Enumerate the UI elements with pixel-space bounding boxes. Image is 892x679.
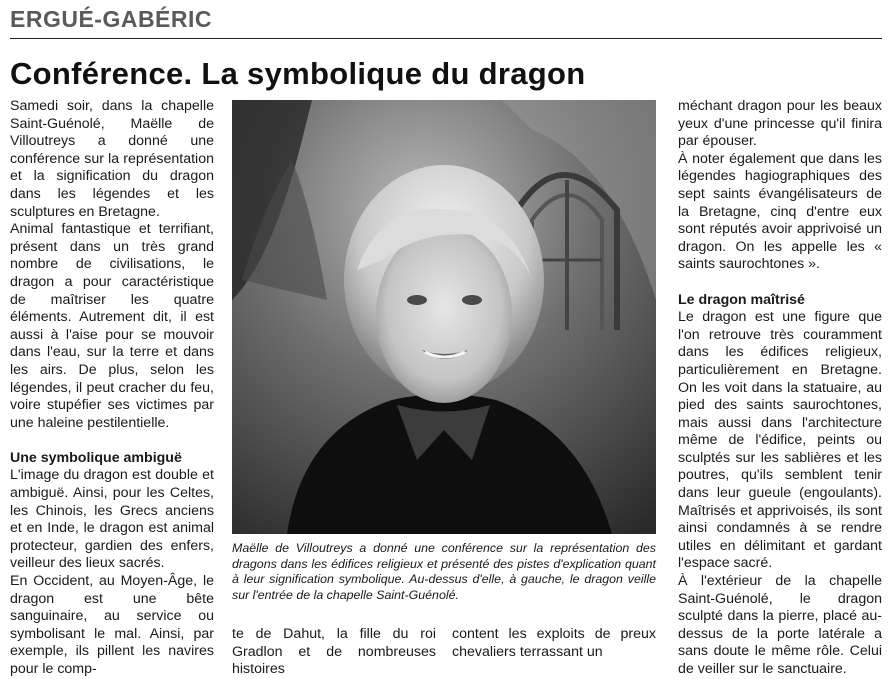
article-headline: Conférence. La symbolique du dragon [10,56,586,91]
section-rule [10,38,882,39]
paragraph: En Occident, au Moyen-Âge, le dragon est une bête sanguinaire, au service ou symbolisant le mal. Ainsi, par exemple, ils pillent les navires pour le comp- [10,573,214,677]
subheading: Le dragon maîtrisé [678,291,805,308]
paragraph: Samedi soir, dans la chapelle Saint-Guénolé, Maëlle de Villoutreys a donné une conférence sur la représentation et la signification du dragon dans les légendes et les sculptures en Bretagne. [10,98,214,220]
column-3 [452,626,656,661]
spacer [10,432,214,450]
section-label: ERGUÉ-GABÉRIC [10,6,213,32]
column-4 [678,98,882,679]
paragraph: content les exploits de preux chevaliers terrassant un [452,626,656,660]
paragraph: méchant dragon pour les beaux yeux d'une princesse qu'il finira par épouser. [678,98,882,150]
photo-caption: Maëlle de Villoutreys a donné une conférence sur la représentation des dragons dans les édifices religieux et présenté des pistes d'explication quant à leur signification symbolique. Au-dessus d'elle, à gauche, le dragon veille sur l'entrée de la chapelle Saint-Guénolé. [232,541,656,602]
paragraph: À l'extérieur de la chapelle Saint-Guénolé, le dragon sculpté dans la pierre, placé au-dessus de la porte latérale a sans doute le même rôle. Celui de veiller sur le sanctuaire. [678,573,882,677]
portrait-photo [232,100,656,534]
paragraph: Le dragon est une figure que l'on retrouve très couramment dans les édifices religieux, particulièrement en Bretagne. On les voit dans la statuaire, au pied des saints saurochtones, mais aussi dans l'architecture même de l'édifice, peints ou sculptés sur les sablières et les poutres, qu'ils semblent tenir dans leur gueule (engoulants). Maîtrisés et apprivoisés, ils sont ainsi condamnés à se rendre utiles en délimitant et gardant l'espace sacré. [678,309,882,572]
paragraph: À noter également que dans les légendes hagiographiques des sept saints évangélisateurs de la Bretagne, cinq d'entre eux sont réputés avoir apprivoisé un dragon. On les appelle les « saints saurochtones ». [678,150,882,273]
paragraph: L'image du dragon est double et ambiguë. Ainsi, pour les Celtes, les Chinois, les Grecs anciens et en Inde, le dragon est animal protecteur, gardien des enfers, veilleur des lieux sacrés. [10,467,214,572]
paragraph: te de Dahut, la fille du roi Gradlon et de nombreuses histoires [232,626,436,678]
subheading: Une symbolique ambiguë [10,449,182,466]
column-1 [10,98,214,679]
column-2 [232,626,436,679]
paragraph: Animal fantastique et terrifiant, présent dans un très grand nombre de civilisations, le dragon a pour caractéristique de maîtriser les quatre éléments. Autrement dit, il est aussi à l'aise pour se mouvoir dans l'eau, sur la terre et dans les airs. De plus, selon les légendes, il peut cracher du feu, voire stupéfier ses victimes par une haleine pestilentielle. [10,221,214,431]
spacer [678,274,882,292]
